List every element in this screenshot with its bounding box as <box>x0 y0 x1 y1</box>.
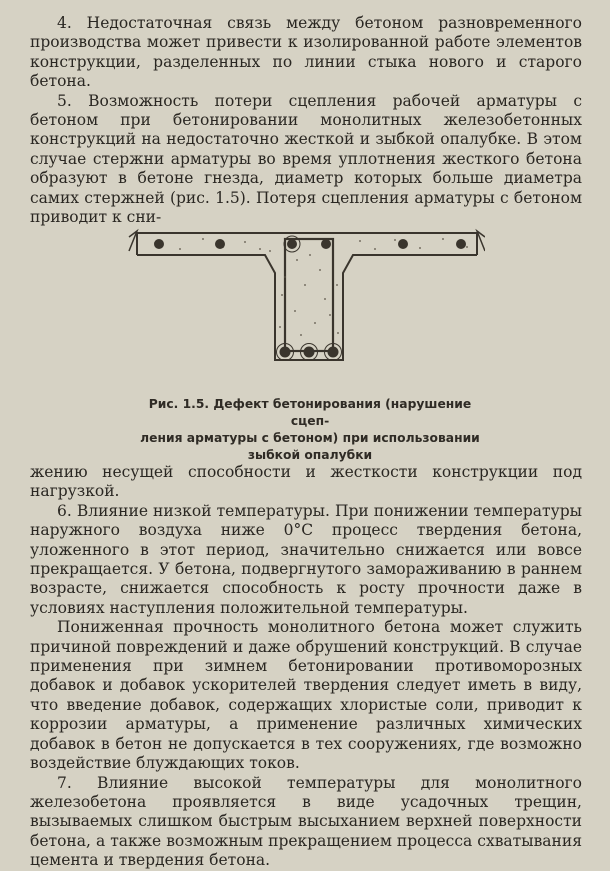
figure-caption <box>130 396 490 464</box>
stirrup <box>285 239 333 351</box>
caption-line-1: Рис. 1.5. Дефект бетонирования (нарушение сцеп- <box>148 397 472 428</box>
paragraph-6-2: Пониженная прочность монолитного бетона может служить причиной повреждений и даже обрушений конструкций. В случае применения при зимнем бетонировании противоморозных добавок и добавок ускорителей твердения следует иметь в виду, что введение добавок, содержащих хлористые соли, приводит к коррозии арматуры, а применение различных химических добавок в бетон не допускается в тех сооружениях, где возможно воздействие блуждающих токов. <box>30 618 582 773</box>
caption-line-2: ления арматуры с бетоном) при использовании <box>140 431 480 445</box>
paragraph-7: 7. Влияние высокой температуры для монолитного железобетона проявляется в виде усадочных трещин, вызываемых слишком быстрым высыханием верхней поверхности бетона, а также возможным прекращением процесса схватывания цемента и твердения бетона. <box>30 773 582 870</box>
paragraph-6: 6. Влияние низкой температуры. При понижении температуры наружного воздуха ниже 0°С процесс твердения бетона, уложенного в этот период, значительно снижается или вовсе прекращается. У бетона, подвергнутого замораживанию в раннем возрасте, снижается способность к росту прочности даже в условиях наступления положительной температуры. <box>30 501 582 617</box>
paragraph-5-continued: жению несущей способности и жесткости конструкции под нагрузкой. <box>30 463 582 501</box>
caption-line-3: зыбкой опалубки <box>247 448 373 462</box>
text-block-bottom <box>30 463 582 871</box>
text-block-top <box>30 14 582 227</box>
figure-1-5 <box>125 215 485 365</box>
paragraph-5: 5. Возможность потери сцепления рабочей арматуры с бетоном при бетонировании монолитных железобетонных конструкций на недостаточно жесткой и зыбкой опалубке. В этом случае стержни арматуры во время уплотнения жесткого бетона образуют в бетоне гнезда, диаметр которых больше диаметра самих стержней (рис. 1.5). Потеря сцепления арматуры с бетоном приводит к сни- <box>30 91 582 227</box>
paragraph-4: 4. Недостаточная связь между бетоном разновременного производства может привести к изолированной работе элементов конструкции, разделенных по линии стыка нового и старого бетона. <box>30 14 582 91</box>
beam-section-diagram <box>125 215 485 365</box>
